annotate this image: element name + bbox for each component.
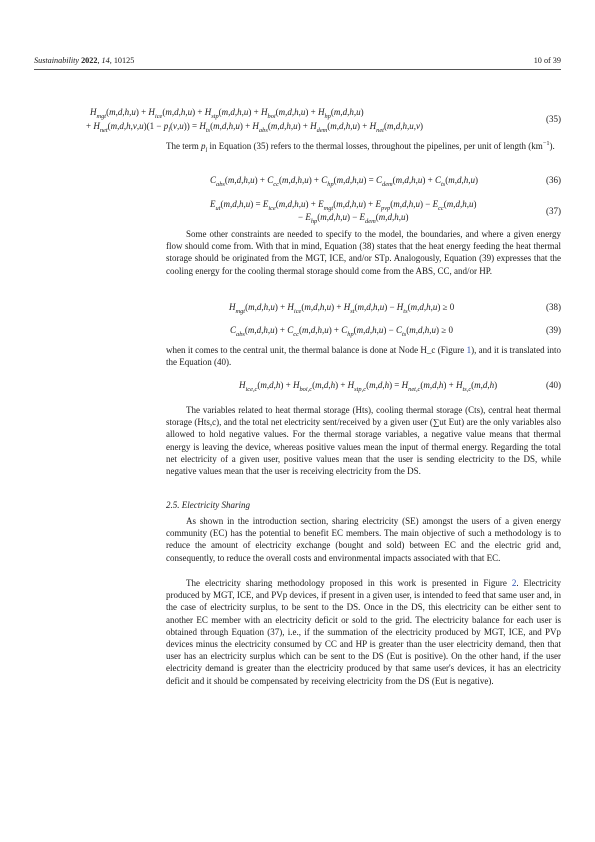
equation-35-line-2: + $H_{net}(m,d,h,v,u)(1 - p_l(v,u)) = H_{ts}(m,d,h,u) + H_{abs}(m,d,h,u) + H_{dem}(m,d,h,u) + H_{net}(m,d,h,u,v)$ [86,121,423,134]
page-number: 10 of 39 [533,56,561,65]
figure-2-link[interactable]: 2 [511,578,517,588]
paragraph-sharing: As shown in the introduction section, sharing electricity (SE) amongst the users of a given energy community (EC) has the potential to benefit EC members. The main objective of such a methodology is to reduce the amount of electricity exchange (bought and sold) between EC and the electric grid and, consequently, to reduce the overall costs and environmental impacts associated with that EC. [166,516,561,563]
paragraph-methodology: The electricity sharing methodology proposed in this work is presented in Figure 2. Electricity produced by MGT, ICE, and PVp devices, if present in a given user, is intended to feed that same user and, in the case of electricity surplus, to be sent to the DS. Once in the DS, this electricity can be either sent to another EC member with an electricity deficit or sold to the grid. The electricity balance for each user is obtained through Equation (37), i.e., if the summation of the electricity produced by MGT, ICE, and PVp devices minus the electricity consumed by CC and HP is greater than the user electricity demand, then that user has an electricity surplus which can be sent to the DS (Eut is positive). On the other hand, if the user electricity demand is greater than the electricity produced by that same user's devices, it has an electricity deficit and it should be compensated by receiving electricity from the DS (Eut is negative). [166,578,561,686]
equation-36: $C_{abs}(m,d,h,u) + C_{cc}(m,d,h,u) + C_{hp}(m,d,h,u) = C_{dem}(m,d,h,u) + C_{ts}(m,d,h,u)$ [210,175,479,188]
equation-37-number: (37) [546,206,561,216]
equation-36-number: (36) [546,175,561,185]
paragraph-variables: The variables related to heat thermal storage (Hts), cooling thermal storage (Cts), central heat thermal storage (Hts,c), and the total net electricity sent/received by a given user (∑ut Eut) are the only variables also allowed to hold negative values. For the thermal storage variables, a negative value means that thermal energy is leaving the device, whereas positive values mean the input of thermal energy. Regarding the total net electricity of a given user, positive values mean that the user is sending electricity to the DS, while negative values mean that the user is receiving electricity from the DS. [166,405,561,477]
journal-citation: Sustainability 2022, 14, 10125 [34,56,135,65]
figure-1-link[interactable]: 1 [466,345,472,355]
equation-39-number: (39) [546,325,561,335]
equation-39: $C_{abs}(m,d,h,u) + C_{cc}(m,d,h,u) + C_{hp}(m,d,h,u) - C_{ts}(m,d,h,u) \ge 0$ [230,325,453,338]
equation-37-line-1: $E_{ut}(m,d,h,u) = E_{ice}(m,d,h,u) + E_{mgt}(m,d,h,u) + E_{pvp}(m,d,h,u) - E_{cc}(m,d,h,u)$ [210,199,477,212]
paragraph-central-unit: when it comes to the central unit, the thermal balance is done at Node H_c (Figure 1), and it is translated into the Equation (40). [166,345,562,368]
equation-38: $H_{mgt}(m,d,h,u) + H_{ice}(m,d,h,u) + H_{st}(m,d,h,u) - H_{ts}(m,d,h,u) \ge 0$ [229,302,455,315]
equation-35-number: (35) [546,114,561,124]
equation-35-line-1: $H_{mgt}(m,d,h,u) + H_{ice}(m,d,h,u) + H_{stp}(m,d,h,u) + H_{boi}(m,d,h,u) + H_{hp}(m,d,h,u)$ [90,107,364,120]
equation-40-number: (40) [546,380,561,390]
equation-37-line-2: − $E_{hp}(m,d,h,u) - E_{dem}(m,d,h,u)$ [298,212,409,225]
page-header [34,56,561,70]
section-heading: 2.5. Electricity Sharing [166,500,250,510]
equation-40: $H_{ice,c}(m,d,h) + H_{boi,c}(m,d,h) + H_{stp,c}(m,d,h) = H_{net,c}(m,d,h) + H_{ts,c}(m,d,h)$ [239,380,498,393]
equation-38-number: (38) [546,302,561,312]
paragraph-thermal-losses: The term $p_l$ in Equation (35) refers to the thermal losses, throughout the pipelines, per unit of length $(km^{-1})$. [166,140,555,154]
paragraph-constraints: Some other constraints are needed to specify to the model, the boundaries, and where a given energy flow should come from. With that in mind, Equation (38) states that the heat energy feeding the heat thermal storage should be originated from the MGT, ICE, and/or STp. Analogously, Equation (39) expresses that the cooling energy for the cooling thermal storage should come from the ABS, CC, and/or HP. [166,229,561,276]
header-rule [34,69,561,70]
